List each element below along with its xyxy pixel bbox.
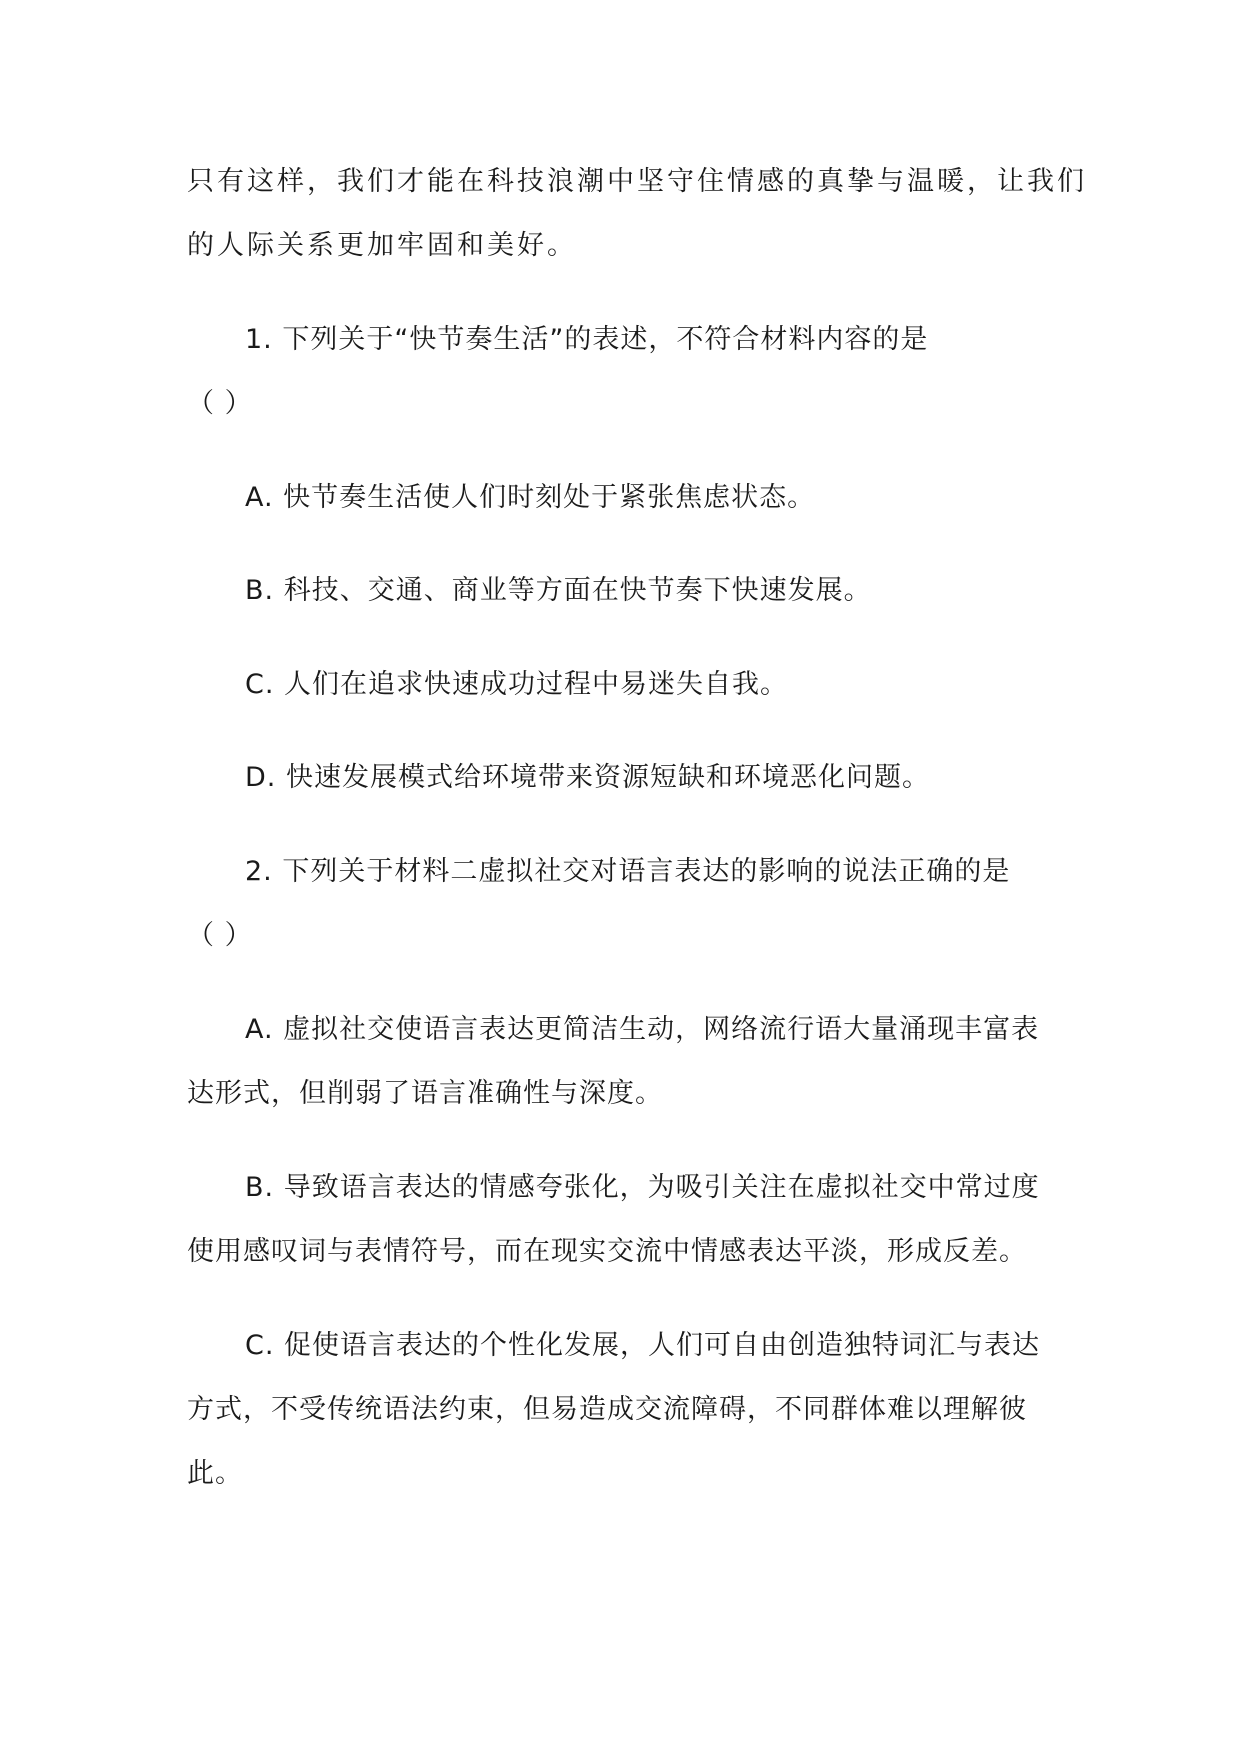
question-2-option-b-line-2: 使用感叹词与表情符号，而在现实交流中情感表达平淡，形成反差。 xyxy=(187,1236,1027,1267)
intro-line-1: 只有这样，我们才能在科技浪潮中坚守住情感的真挚与温暖，让我们 xyxy=(187,166,1087,197)
question-1-option-a: A. 快节奏生活使人们时刻处于紧张焦虑状态。 xyxy=(245,482,816,513)
question-2-option-a-line-1: A. 虚拟社交使语言表达更简洁生动，网络流行语大量涌现丰富表 xyxy=(245,1014,1040,1045)
question-2-option-b-line-1: B. 导致语言表达的情感夸张化，为吸引关注在虚拟社交中常过度 xyxy=(245,1172,1040,1203)
question-2-stem: 2. 下列关于材料二虚拟社交对语言表达的影响的说法正确的是 xyxy=(245,856,1011,887)
question-2-option-c-line-3: 此。 xyxy=(187,1458,243,1489)
question-1-option-b: B. 科技、交通、商业等方面在快节奏下快速发展。 xyxy=(245,575,872,606)
question-1-answer-blank: （ ） xyxy=(187,388,253,419)
question-2-option-c-line-1: C. 促使语言表达的个性化发展，人们可自由创造独特词汇与表达 xyxy=(245,1330,1041,1361)
question-1-option-c: C. 人们在追求快速成功过程中易迷失自我。 xyxy=(245,669,789,700)
question-2-option-c-line-2: 方式，不受传统语法约束，但易造成交流障碍，不同群体难以理解彼 xyxy=(187,1394,1027,1425)
question-1-option-d: D. 快速发展模式给环境带来资源短缺和环境恶化问题。 xyxy=(245,762,930,793)
question-2-option-a-line-2: 达形式，但削弱了语言准确性与深度。 xyxy=(187,1078,663,1109)
question-2-answer-blank: （ ） xyxy=(187,920,253,951)
intro-line-2: 的人际关系更加牢固和美好。 xyxy=(187,230,577,261)
question-1-stem: 1. 下列关于“快节奏生活”的表述，不符合材料内容的是 xyxy=(245,324,929,355)
